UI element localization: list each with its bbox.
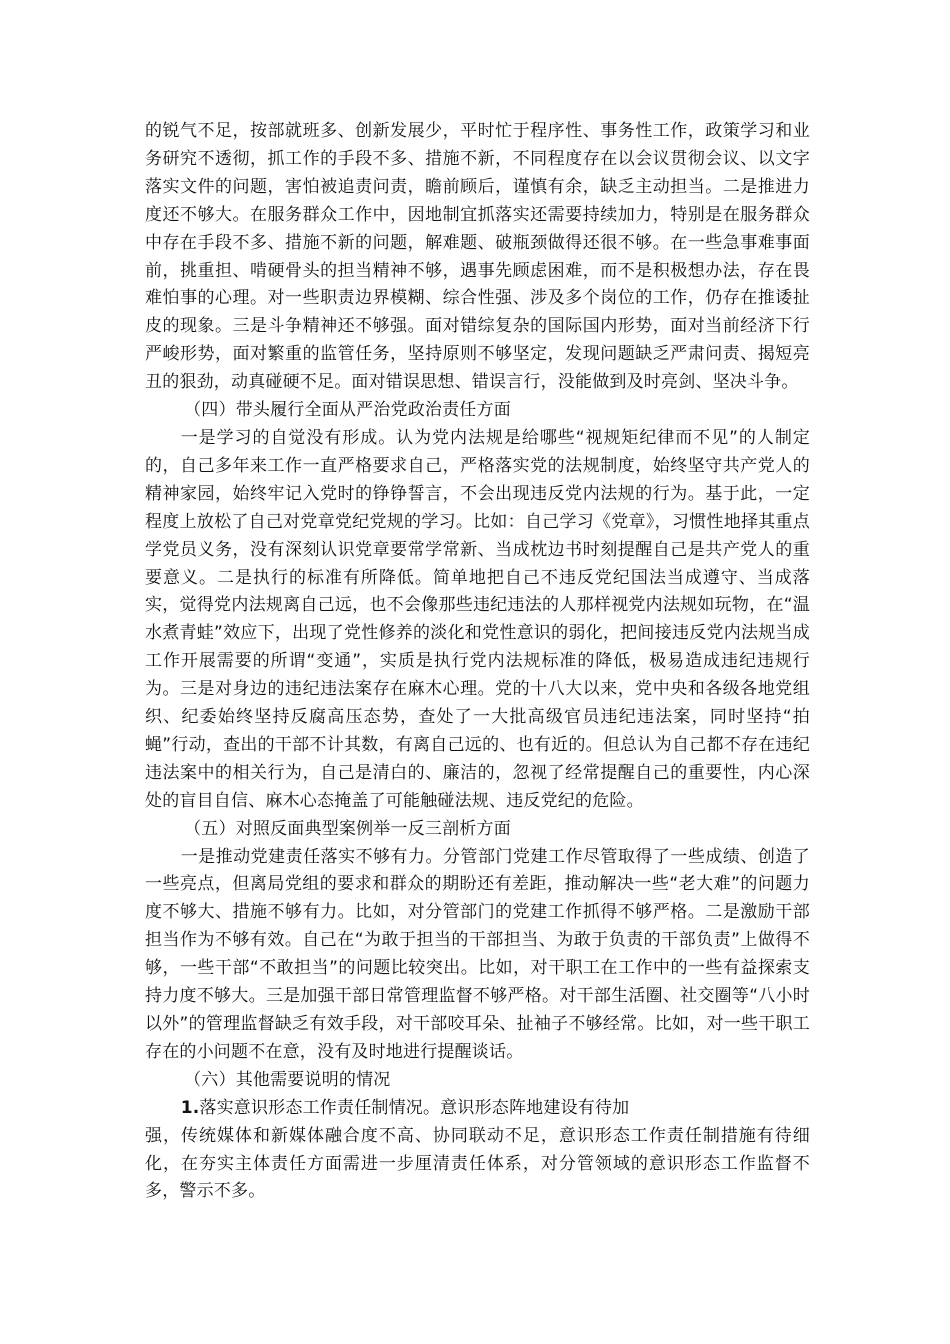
- section-heading-four: （四）带头履行全面从严治党政治责任方面: [184, 400, 511, 421]
- numbered-item-body: 强，传统媒体和新媒体融合度不高、协同联动不足，意识形态工作责任制措施有待细化，在夯实主体责任方面需进一步厘清责任体系，对分管领域的意识形态工作监督不多，警示不多。: [145, 1125, 810, 1202]
- section-heading-five: （五）对照反面典型案例举一反三剖析方面: [184, 818, 511, 839]
- section-heading-six: （六）其他需要说明的情况: [184, 1069, 391, 1090]
- paragraph-section-five: 一是推动党建责任落实不够有力。分管部门党建工作尽管取得了一些成绩、创造了一些亮点，但离局党组的要求和群众的期盼还有差距，推动解决一些“老大难”的问题力度不够大、措施不够有力。比如，对分管部门的党建工作抓得不够严格。二是激励干部担当作为不够有效。自己在“为敢于担当的干部担当、为敢于负责的干部负责”上做得不够，一些干部“不敢担当”的问题比较突出。比如，对干职工在工作中的一些有益探索支持力度不够大。三是加强干部日常管理监督不够严格。对干部生活圈、社交圈等“八小时以外”的管理监督缺乏有效手段，对干部咬耳朵、扯袖子不够经常。比如，对一些干职工存在的小问题不在意，没有及时地进行提醒谈话。: [145, 846, 810, 1062]
- item-first-line: 落实意识形态工作责任制情况。意识形态阵地建设有待加: [199, 1097, 630, 1118]
- item-number: 1.: [180, 1097, 200, 1118]
- numbered-item-heading: [145, 1095, 810, 1123]
- paragraph-continued: 的锐气不足，按部就班多、创新发展少，平时忙于程序性、事务性工作，政策学习和业务研究不透彻，抓工作的手段不多、措施不新，不同程度存在以会议贯彻会议、以文字落实文件的问题，害怕被追责问责，瞻前顾后，谨慎有余，缺乏主动担当。二是推进力度还不够大。在服务群众工作中，因地制宜抓落实还需要持续加力，特别是在服务群众中存在手段不多、措施不新的问题，解难题、破瓶颈做得还很不够。在一些急事难事面前，挑重担、啃硬骨头的担当精神不够，遇事先顾虑困难，而不是积极想办法，存在畏难怕事的心理。对一些职责边界模糊、综合性强、涉及多个岗位的工作，仍存在推诿扯皮的现象。三是斗争精神还不够强。面对错综复杂的国际国内形势，面对当前经济下行严峻形势，面对繁重的监管任务，坚持原则不够坚定，发现问题缺乏严肃问责、揭短亮丑的狠劲，动真碰硬不足。面对错误思想、错误言行，没能做到及时亮剑、坚决斗争。: [145, 121, 810, 393]
- paragraph-section-four: 一是学习的自觉没有形成。认为党内法规是给哪些“视规矩纪律而不见”的人制定的，自己多年来工作一直严格要求自己，严格落实党的法规制度，始终坚守共产党人的精神家园，始终牢记入党时的铮铮誓言，不会出现违反党内法规的行为。基于此，一定程度上放松了自己对党章党纪党规的学习。比如：自己学习《党章》，习惯性地择其重点学党员义务，没有深刻认识党章要常学常新、当成枕边书时刻提醒自己是共产党人的重要意义。二是执行的标准有所降低。简单地把自己不违反党纪国法当成遵守、当成落实，觉得党内法规离自己远，也不会像那些违纪违法的人那样视党内法规如玩物，在“温水煮青蛙”效应下，出现了党性修养的淡化和党性意识的弱化，把间接违反党内法规当成工作开展需要的所谓“变通”，实质是执行党内法规标准的降低，极易造成违纪违规行为。三是对身边的违纪违法案存在麻木心理。党的十八大以来，党中央和各级各地党组织、纪委始终坚持反腐高压态势，查处了一大批高级官员违纪违法案，同时坚持“拍蝇”行动，查出的干部不计其数，有离自己远的、也有近的。但总认为自己都不存在违纪违法案中的相关行为，自己是清白的、廉洁的，忽视了经常提醒自己的重要性，内心深处的盲目自信、麻木心态掩盖了可能触碰法规、违反党纪的危险。: [145, 427, 810, 811]
- document-body: [145, 118, 810, 1206]
